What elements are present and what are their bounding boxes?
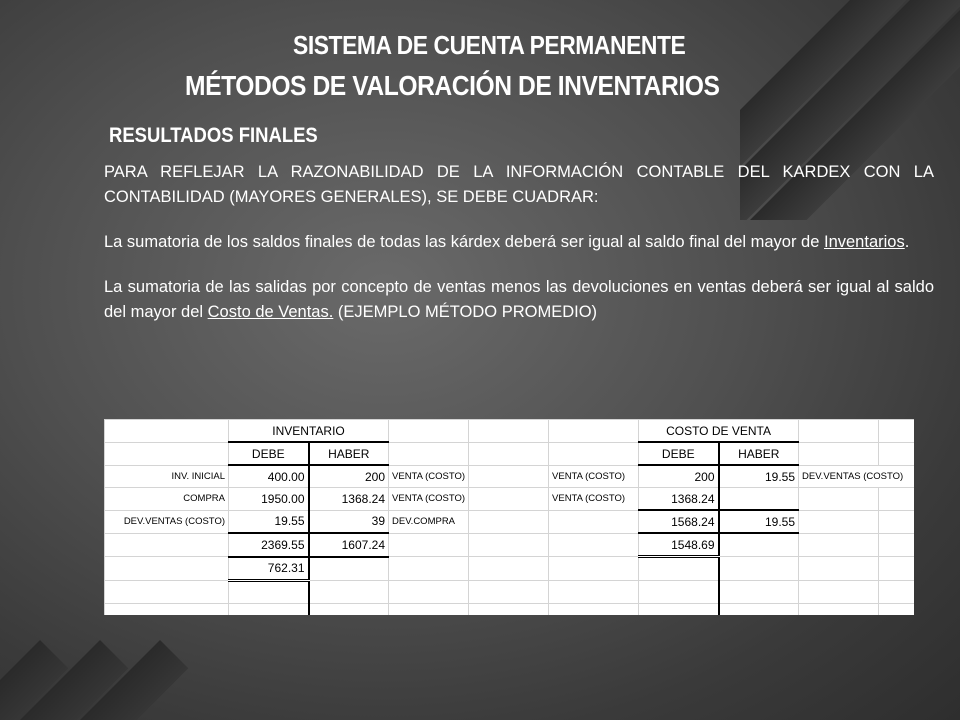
empty-cell [879, 442, 914, 465]
empty-cell [879, 580, 914, 603]
inventario-debe-cell: 400.00 [229, 465, 309, 488]
inventario-debe-cell: 19.55 [229, 510, 309, 533]
empty-cell [105, 557, 229, 581]
empty-cell [719, 603, 799, 615]
costo-debe-cell: 200 [639, 465, 719, 488]
empty-cell [799, 510, 879, 533]
empty-cell [105, 442, 229, 465]
costo-haber-cell [719, 488, 799, 511]
inventario-saldo: 762.31 [229, 557, 309, 581]
costo-ventas-link: Costo de Ventas. [207, 303, 334, 321]
empty-cell [469, 465, 549, 488]
empty-cell [105, 420, 229, 443]
paragraph-text: La sumatoria de las salidas por concepto de ventas menos las devoluciones en ventas deberá ser igual al saldo del mayor del [104, 278, 934, 321]
ledger-table [104, 419, 914, 615]
empty-cell [799, 603, 879, 615]
table-row [105, 442, 915, 465]
empty-cell [549, 510, 639, 533]
inventarios-link: Inventarios [824, 233, 905, 251]
empty-cell [879, 603, 914, 615]
table-row [105, 488, 915, 511]
inventario-debe-cell: 1950.00 [229, 488, 309, 511]
costo-saldo: 1548.69 [639, 533, 719, 557]
table-row [105, 580, 915, 603]
costo-de-venta-title: COSTO DE VENTA [639, 420, 799, 443]
inventario-haber-cell: 200 [309, 465, 389, 488]
empty-cell [879, 510, 914, 533]
empty-cell [549, 420, 639, 443]
costo-row-label: VENTA (COSTO) [549, 488, 639, 511]
costo-row-note: DEV.VENTAS (COSTO) [799, 465, 914, 488]
costo-debe-cell: 1368.24 [639, 488, 719, 511]
empty-cell [799, 533, 879, 557]
empty-cell [105, 580, 229, 603]
table-row [105, 557, 915, 581]
empty-cell [469, 488, 549, 511]
inventario-total-haber: 1607.24 [309, 533, 389, 557]
empty-cell [879, 420, 914, 443]
empty-cell [719, 580, 799, 603]
empty-cell [469, 557, 549, 581]
paragraph-costo-ventas [104, 275, 934, 325]
empty-cell [469, 510, 549, 533]
empty-cell [105, 533, 229, 557]
table-row [105, 420, 915, 443]
empty-cell [549, 603, 639, 615]
inventario-row-label: COMPRA [105, 488, 229, 511]
costo-total-debe: 1568.24 [639, 510, 719, 533]
inventario-haber-header: HABER [309, 442, 389, 465]
inventario-row-label: INV. INICIAL [105, 465, 229, 488]
empty-cell [309, 557, 389, 581]
ledger-spreadsheet [104, 419, 914, 615]
empty-cell [639, 603, 719, 615]
paragraph-text: (EJEMPLO MÉTODO PROMEDIO) [333, 303, 598, 321]
costo-row-label: VENTA (COSTO) [549, 465, 639, 488]
empty-cell [879, 533, 914, 557]
empty-cell [799, 557, 879, 581]
empty-cell [549, 580, 639, 603]
empty-cell [719, 557, 799, 581]
empty-cell [879, 557, 914, 581]
empty-cell [799, 580, 879, 603]
empty-cell [469, 420, 549, 443]
empty-cell [389, 580, 469, 603]
empty-cell [719, 533, 799, 557]
empty-cell [549, 533, 639, 557]
empty-cell [469, 580, 549, 603]
table-row [105, 465, 915, 488]
empty-cell [639, 580, 719, 603]
inventario-title: INVENTARIO [229, 420, 389, 443]
inventario-haber-cell: 1368.24 [309, 488, 389, 511]
empty-cell [309, 603, 389, 615]
empty-cell [549, 557, 639, 581]
empty-cell [229, 580, 309, 603]
costo-debe-header: DEBE [639, 442, 719, 465]
inventario-haber-cell: 39 [309, 510, 389, 533]
empty-cell [469, 533, 549, 557]
empty-cell [309, 580, 389, 603]
empty-cell [639, 557, 719, 581]
empty-cell [389, 533, 469, 557]
costo-total-haber: 19.55 [719, 510, 799, 533]
empty-cell [389, 420, 469, 443]
empty-cell [469, 442, 549, 465]
inventario-row-label: DEV.VENTAS (COSTO) [105, 510, 229, 533]
inventario-row-note: VENTA (COSTO) [389, 488, 469, 511]
slide-body [104, 160, 934, 345]
empty-cell [799, 488, 879, 511]
slide-title-line-2: MÉTODOS DE VALORACIÓN DE INVENTARIOS [185, 70, 720, 101]
empty-cell [389, 442, 469, 465]
empty-cell [469, 603, 549, 615]
slide-title: SISTEMA DE CUENTA PERMANENTE [293, 30, 686, 60]
costo-haber-header: HABER [719, 442, 799, 465]
table-row [105, 533, 915, 557]
inventario-debe-header: DEBE [229, 442, 309, 465]
inventario-row-note: VENTA (COSTO) [389, 465, 469, 488]
empty-cell [549, 442, 639, 465]
empty-cell [389, 603, 469, 615]
paragraph-intro: PARA REFLEJAR LA RAZONABILIDAD DE LA INFORMACIÓN CONTABLE DEL KARDEX CON LA CONTABILIDAD (MAYORES GENERALES), SE DEBE CUADRAR: [104, 163, 934, 206]
paragraph-inventarios [104, 230, 934, 255]
table-row [105, 510, 915, 533]
section-subtitle: RESULTADOS FINALES [109, 124, 318, 147]
inventario-total-debe: 2369.55 [229, 533, 309, 557]
empty-cell [389, 557, 469, 581]
empty-cell [105, 603, 229, 615]
costo-haber-cell: 19.55 [719, 465, 799, 488]
empty-cell [799, 442, 879, 465]
empty-cell [799, 420, 879, 443]
table-row [105, 603, 915, 615]
inventario-row-note: DEV.COMPRA [389, 510, 469, 533]
paragraph-text: . [904, 233, 910, 251]
empty-cell [879, 488, 914, 511]
empty-cell [229, 603, 309, 615]
paragraph-text: La sumatoria de los saldos finales de todas las kárdex deberá ser igual al saldo final del mayor de [104, 233, 824, 251]
